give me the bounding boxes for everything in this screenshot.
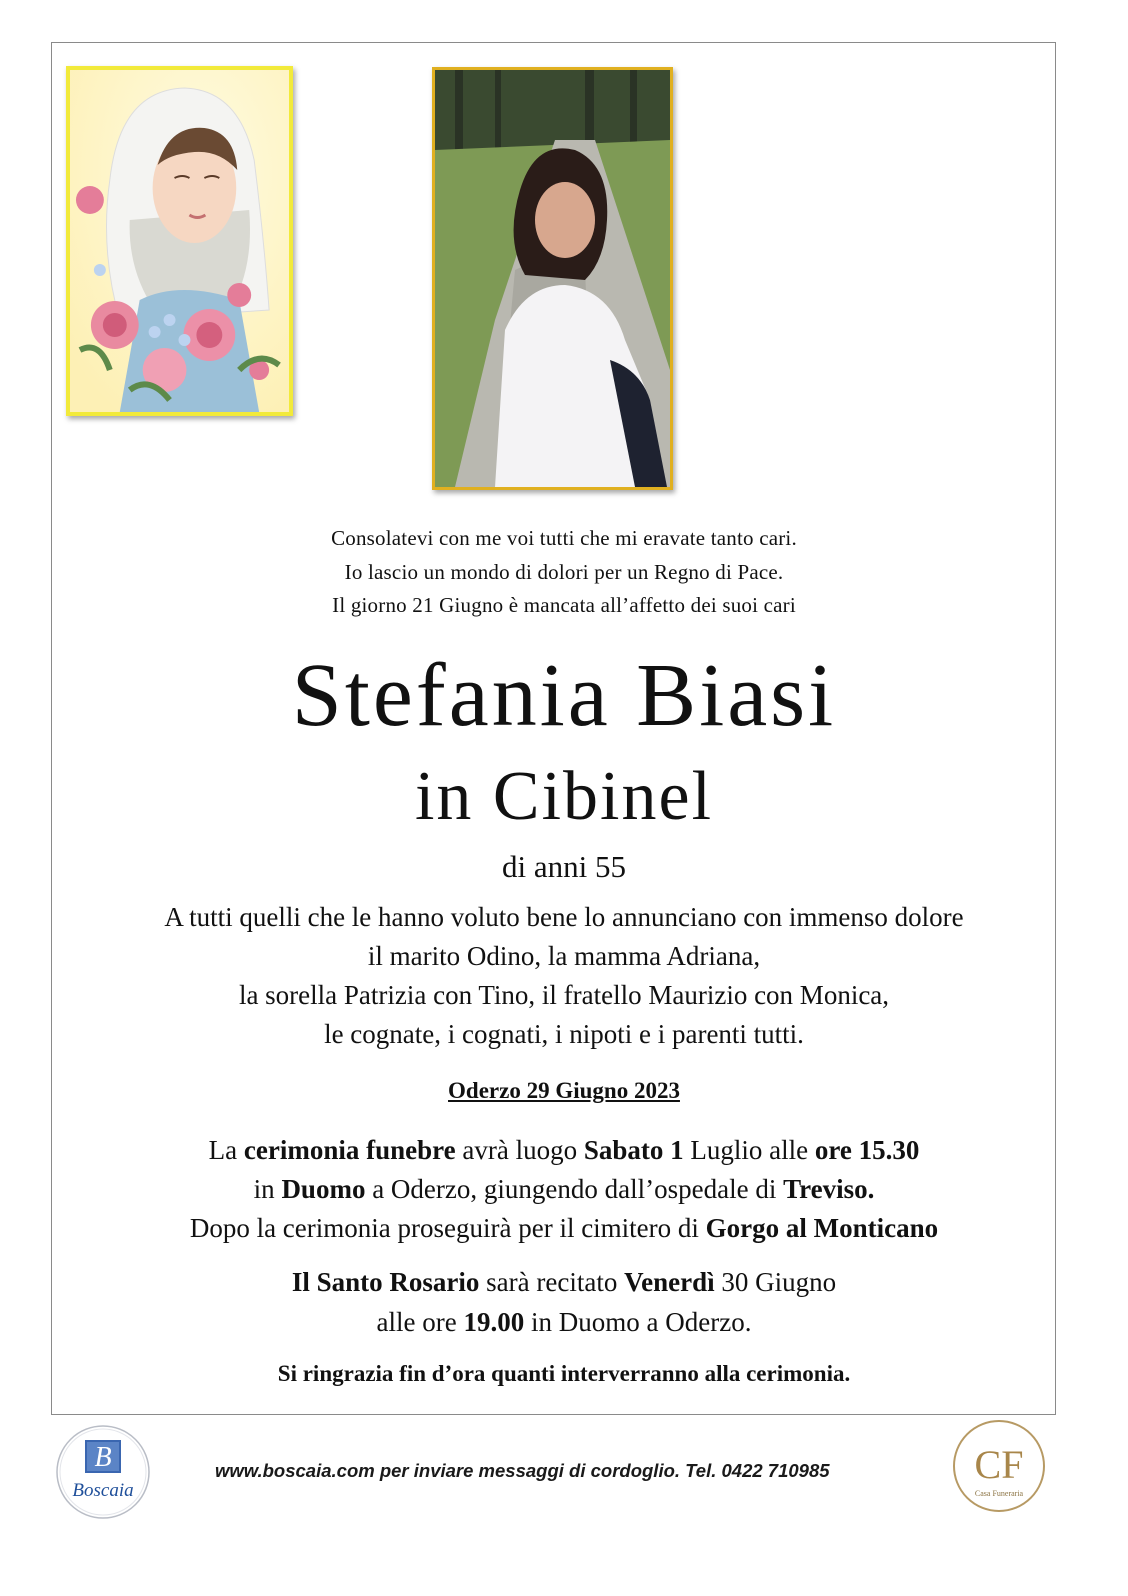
casa-funeraria-logo <box>951 1418 1047 1514</box>
boscaia-logo <box>54 1424 152 1520</box>
family-line-3: la sorella Patrizia con Tino, il fratello Maurizio con Monica, <box>238 980 890 1010</box>
madonna-image <box>66 66 293 416</box>
svg-text:B: B <box>94 1442 112 1473</box>
place-date: Oderzo 29 Giugno 2023 <box>448 1078 680 1103</box>
verse-line-3: Il giorno 21 Giugno è mancata all’affetto dei suoi cari <box>332 593 796 617</box>
svg-text:CF: CF <box>974 1442 1024 1487</box>
portrait-photo <box>432 67 673 490</box>
age: di anni 55 <box>502 849 626 884</box>
deceased-name: Stefania Biasi <box>291 646 837 745</box>
thanks-line: Si ringrazia fin d’ora quanti interverranno alla cerimonia. <box>277 1361 851 1386</box>
ceremony-line-2: in Duomo a Oderzo, giungendo dall’ospedale di Treviso. <box>253 1174 875 1204</box>
married-name: in Cibinel <box>414 758 714 835</box>
family-line-2: il marito Odino, la mamma Adriana, <box>367 941 761 971</box>
family-line-4: le cognate, i cognati, i nipoti e i parenti tutti. <box>324 1019 804 1049</box>
ceremony-line-1: La cerimonia funebre avrà luogo Sabato 1 Luglio alle ore 15.30 <box>208 1135 920 1165</box>
rosary-line-2: alle ore 19.00 in Duomo a Oderzo. <box>376 1307 752 1337</box>
verse-line-2: Io lascio un mondo di dolori per un Regno di Pace. <box>344 560 784 584</box>
footer-contact: www.boscaia.com per inviare messaggi di cordoglio. Tel. 0422 710985 <box>215 1460 830 1481</box>
svg-text:Casa Funeraria: Casa Funeraria <box>974 1489 1024 1498</box>
svg-text:Boscaia: Boscaia <box>72 1480 134 1501</box>
ceremony-line-3: Dopo la cerimonia proseguirà per il cimitero di Gorgo al Monticano <box>189 1213 939 1243</box>
rosary-line-1: Il Santo Rosario sarà recitato Venerdì 30 Giugno <box>291 1267 837 1297</box>
family-line-1: A tutti quelli che le hanno voluto bene lo annunciano con immenso dolore <box>164 902 964 932</box>
verse-line-1: Consolatevi con me voi tutti che mi eravate tanto cari. <box>331 526 797 550</box>
